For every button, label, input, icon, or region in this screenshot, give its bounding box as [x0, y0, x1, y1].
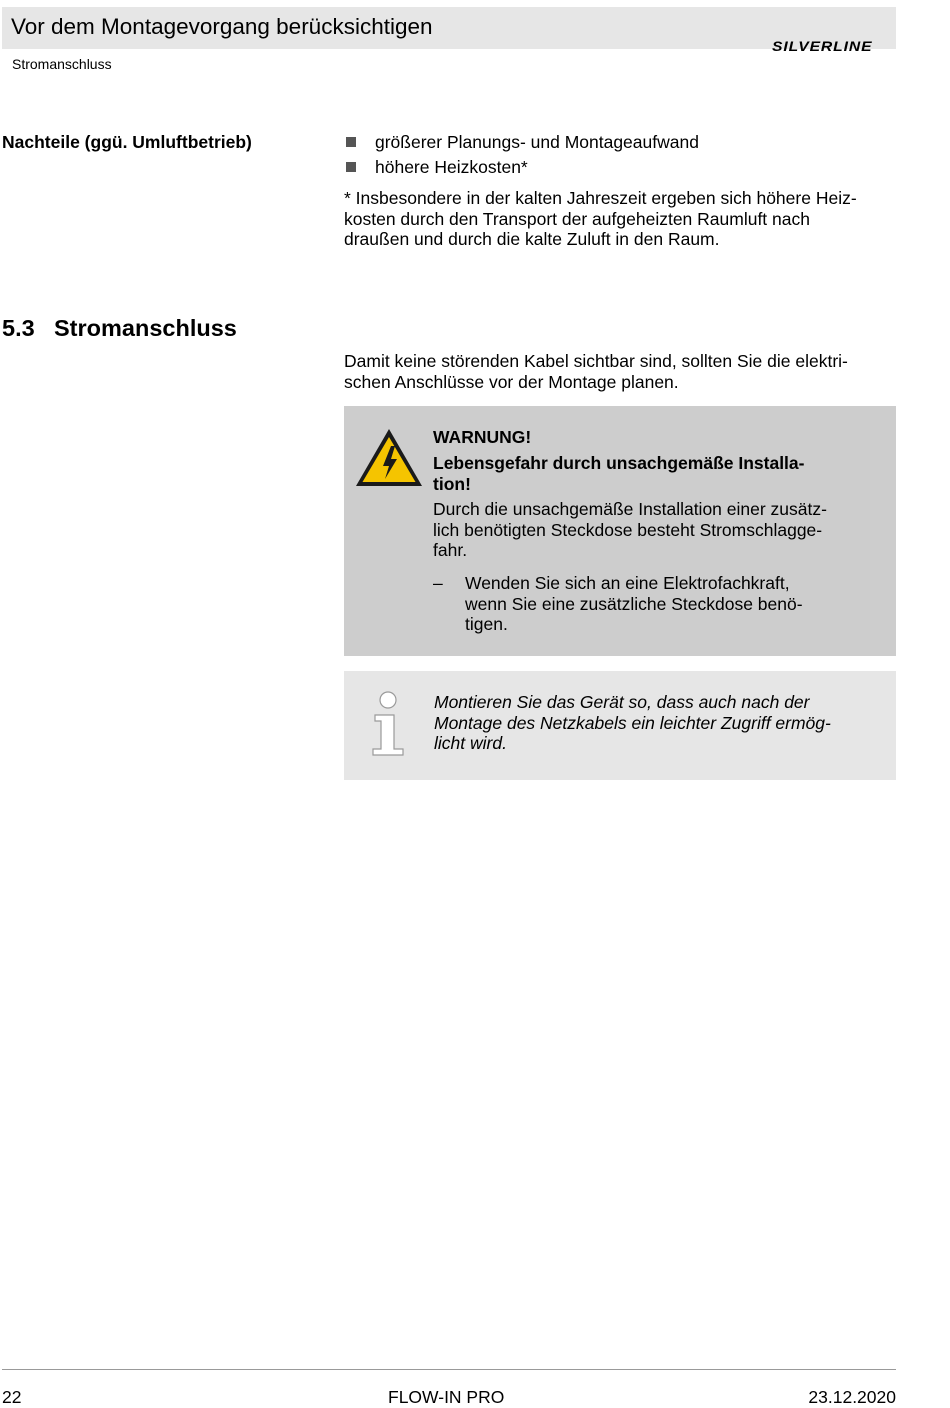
warning-headline: [433, 453, 804, 494]
info-icon: [370, 691, 406, 757]
brand-logo: SILVERLINE: [772, 38, 873, 54]
page-number: 22: [2, 1387, 22, 1407]
footer-product-name: FLOW-IN PRO: [388, 1387, 505, 1407]
list-item-text: größerer Planungs- und Montageaufwand: [375, 132, 699, 152]
warning-body: [433, 499, 827, 561]
info-text: [434, 692, 831, 754]
section-heading: [2, 314, 237, 342]
text-line: lich benötigten Steckdose besteht Stromschlagge-: [433, 519, 823, 540]
warning-signal-word: WARNUNG!: [433, 427, 532, 447]
warning-action: [465, 573, 803, 635]
text-line: fahr.: [433, 540, 468, 560]
text-line: Montage des Netzkabels ein leichter Zugriff ermög-: [434, 712, 831, 733]
page-subtitle: Stromanschluss: [12, 56, 112, 72]
disadvantages-label: Nachteile (ggü. Umluftbetrieb): [2, 132, 252, 152]
footnote-paragraph: [344, 188, 904, 250]
text-line: tigen.: [465, 614, 508, 634]
footer-date: 23.12.2020: [808, 1387, 896, 1407]
warning-box: [344, 406, 896, 656]
text-line: tion!: [433, 473, 471, 494]
action-dash: –: [433, 573, 443, 593]
section-title: Stromanschluss: [54, 315, 237, 341]
info-box: [344, 671, 896, 780]
square-bullet-icon: [346, 162, 356, 172]
page-title: Vor dem Montagevorgang berücksichtigen: [11, 14, 433, 39]
text-line: * Insbesondere in der kalten Jahreszeit ergeben sich höhere Heiz-: [344, 188, 857, 208]
section-intro: [344, 351, 904, 392]
text-line: Wenden Sie sich an eine Elektrofachkraft,: [465, 573, 790, 593]
section-number: 5.3: [2, 315, 35, 341]
text-line: schen Anschlüsse vor der Montage planen.: [344, 371, 679, 392]
text-line: wenn Sie eine zusätzliche Steckdose benö-: [465, 593, 803, 614]
text-line: Lebensgefahr durch unsachgemäße Installa-: [433, 453, 805, 473]
text-line: Durch die unsachgemäße Installation einer zusätz-: [433, 499, 827, 519]
list-item-text: höhere Heizkosten*: [375, 157, 528, 177]
footer-divider: [2, 1369, 896, 1370]
text-line: licht wird.: [434, 733, 507, 753]
text-line: draußen und durch die kalte Zuluft in den Raum.: [344, 229, 720, 249]
text-line: kosten durch den Transport der aufgeheizten Raumluft nach: [344, 208, 810, 229]
text-line: Montieren Sie das Gerät so, dass auch nach der: [434, 692, 810, 712]
square-bullet-icon: [346, 137, 356, 147]
electrical-hazard-icon: [353, 426, 425, 490]
text-line: Damit keine störenden Kabel sichtbar sind, sollten Sie die elektri-: [344, 351, 848, 371]
